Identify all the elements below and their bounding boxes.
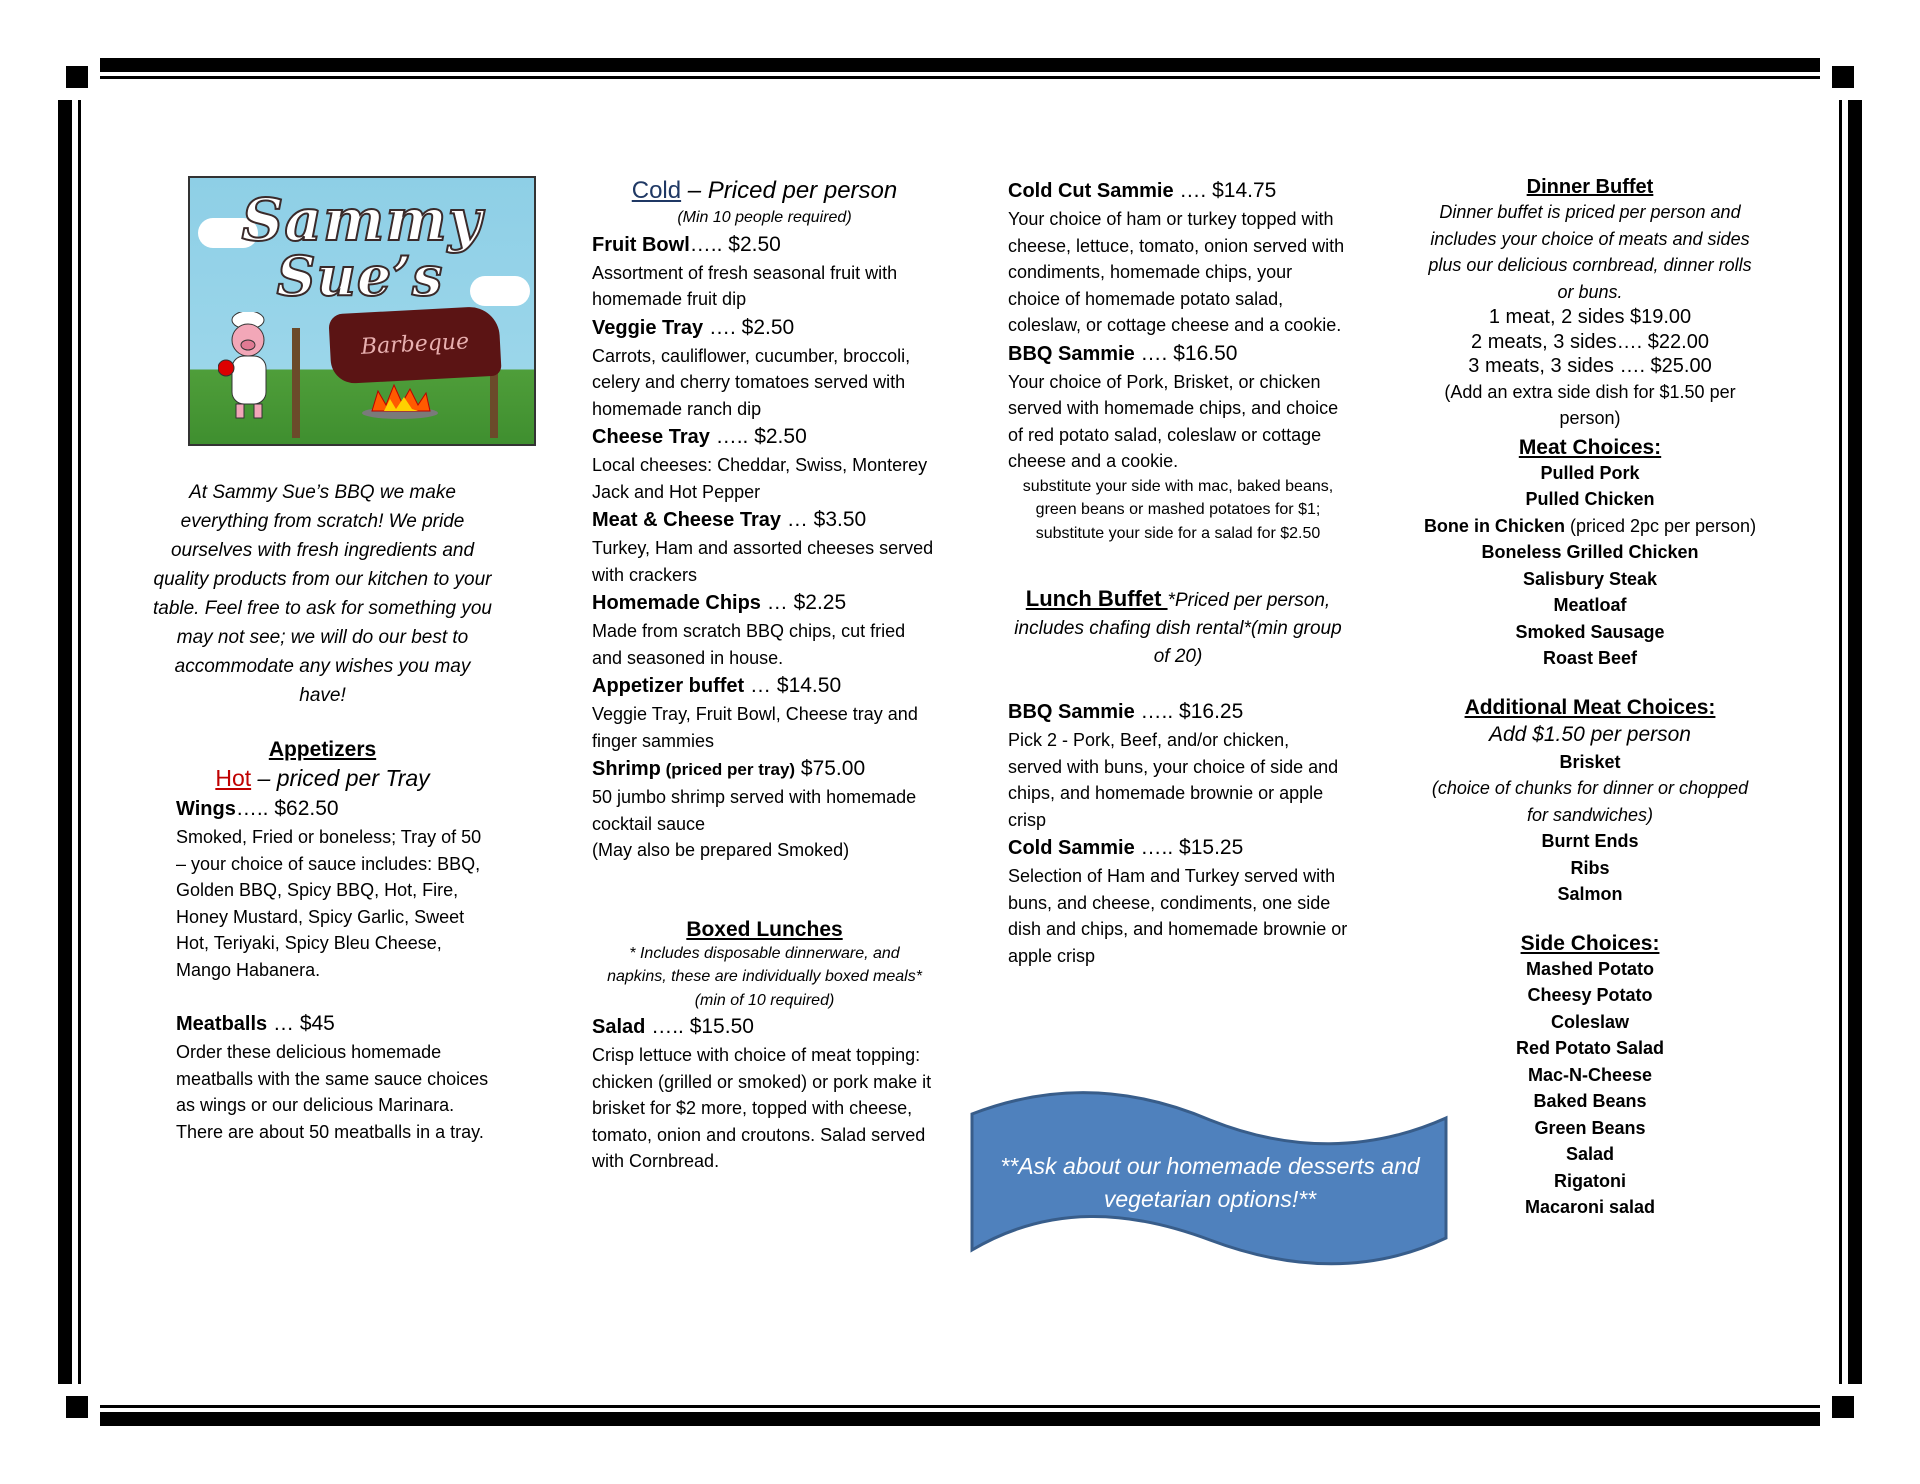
item-description: Pick 2 - Pork, Beef, and/or chicken, served with buns, your choice of side and chips, and homemade brownie or apple crisp: [1008, 730, 1339, 830]
item-name: BBQ Sammie: [1008, 342, 1135, 365]
item-description: Your choice of ham or turkey topped with cheese, lettuce, tomato, onion served with condiments, homemade chips, your choice of homemade potato salad, coleslaw, or cottage cheese and a cookie.: [1008, 209, 1345, 335]
item-name: Cheese Tray: [592, 426, 710, 448]
side-choice: Mac-N-Cheese: [1527, 1064, 1653, 1085]
meat-choice: Roast Beef: [1542, 648, 1638, 668]
item-price: ….. $16.25: [1134, 700, 1244, 723]
item-price: … $45: [267, 1012, 335, 1035]
additional-meat-brisket: Brisket: [1559, 751, 1621, 772]
dinner-buffet-heading: Dinner Buffet: [1526, 176, 1654, 198]
additional-meat-choice: Burnt Ends: [1541, 831, 1639, 851]
side-choice: Coleslaw: [1550, 1011, 1630, 1032]
item-price: … $3.50: [780, 508, 867, 531]
meat-choice-bone-in: [1420, 513, 1760, 540]
additional-meat-price: Add $1.50 per person: [1489, 722, 1691, 746]
item-note: (May also be prepared Smoked): [592, 840, 850, 860]
item-description: 50 jumbo shrimp served with homemade cocktail sauce: [592, 787, 917, 834]
item-description: Smoked, Fried or boneless; Tray of 50 – your choice of sauce includes: BBQ, Golden BBQ, Spicy BBQ, Hot, Fire, Honey Mustard, Spicy Garlic, Sweet Hot, Teriyaki, Spicy Bleu Cheese, Mango Habanera.: [176, 827, 482, 980]
corner-ornament: [1820, 1384, 1866, 1430]
meat-choices-list: [1420, 460, 1760, 513]
menu-item-bbq-sammie: [1008, 339, 1348, 369]
fire-icon: [360, 383, 440, 419]
menu-item-shrimp: [592, 754, 937, 784]
lunch-buffet-heading: [1008, 585, 1348, 671]
item-price: …. $14.75: [1173, 179, 1277, 202]
corner-ornament: [54, 1384, 100, 1430]
side-choice: Green Beans: [1534, 1117, 1646, 1138]
item-name: Appetizer buffet: [592, 675, 745, 697]
menu-item-cold-cut-sammie: [1008, 176, 1348, 206]
hot-label: Hot: [215, 765, 252, 791]
dinner-option: 1 meat, 2 sides $19.00: [1488, 306, 1692, 328]
dinner-option: 3 meats, 3 sides …. $25.00: [1468, 355, 1712, 377]
logo-sign: [328, 306, 501, 385]
cold-heading: [592, 176, 937, 206]
item-description: Carrots, cauliflower, cucumber, broccoli, celery and cherry tomatoes served with homemade ranch dip: [592, 345, 911, 419]
side-choice: Red Potato Salad: [1515, 1038, 1665, 1058]
item-name: Meatballs: [176, 1013, 268, 1035]
additional-meat-list: [1420, 828, 1760, 908]
desserts-banner-text: **Ask about our homemade desserts and vegetarian options!**: [1000, 1153, 1420, 1212]
item-price: … $2.25: [760, 591, 847, 614]
hot-note: – priced per Tray: [251, 765, 430, 791]
item-name: Salad: [592, 1016, 646, 1038]
logo-text-line2: Sue’s: [276, 244, 444, 308]
intro-text: At Sammy Sue’s BBQ we make everything from scratch! We pride ourselves with fresh ingredients and quality products from our kitchen to your table. Feel free to ask for something you may not see; we will do our best to accommodate any wishes you may have!: [152, 482, 492, 706]
item-description: Crisp lettuce with choice of meat topping: chicken (grilled or smoked) or pork make it brisket for $2 more, topped with cheese, tomato, onion and croutons. Salad served with Cornbread.: [592, 1045, 932, 1171]
dinner-option: 2 meats, 3 sides…. $22.00: [1471, 330, 1709, 353]
item-description: Assortment of fresh seasonal fruit with homemade fruit dip: [592, 262, 898, 309]
dinner-buffet-description: Dinner buffet is priced per person and includes your choice of meats and sides plus our delicious cornbread, dinner rolls or buns.: [1428, 202, 1752, 302]
menu-item-cold: [592, 313, 937, 343]
corner-ornament: [54, 54, 100, 100]
additional-meat-choice: Ribs: [1570, 857, 1610, 878]
cold-min-note: (Min 10 people required): [677, 209, 852, 226]
meat-choices-heading: Meat Choices:: [1518, 435, 1662, 459]
item-description: Selection of Ham and Turkey served with buns, and cheese, condiments, one side dish and chips, and homemade brownie or apple crisp: [1008, 866, 1348, 966]
column-intro: [150, 176, 495, 1145]
item-name: Homemade Chips: [592, 592, 761, 614]
item-price: …. $2.50: [703, 315, 795, 339]
corner-ornament: [1820, 54, 1866, 100]
side-choices-heading: Side Choices:: [1520, 931, 1660, 955]
side-choices-list: [1420, 956, 1760, 1221]
menu-item-cold: [592, 422, 937, 452]
hot-subheading: [150, 762, 495, 794]
menu-item-cold-sammie-buffet: [1008, 833, 1348, 863]
item-price: $75.00: [795, 757, 866, 780]
side-choice: Salad: [1565, 1144, 1615, 1164]
substitution-note: substitute your side with mac, baked beans, green beans or mashed potatoes for $1; substitute your side for a salad for $2.50: [1022, 477, 1334, 542]
column-dinner: [1420, 176, 1760, 1221]
column-sammies: [1008, 176, 1348, 969]
restaurant-logo: [188, 176, 536, 446]
meat-choices-list: [1420, 539, 1760, 672]
item-price: … $14.50: [744, 674, 842, 697]
item-description: Made from scratch BBQ chips, cut fried and seasoned in house.: [592, 621, 906, 668]
lunch-buffet-note: *Priced per person, includes chafing dish rental*(min group of 20): [1014, 590, 1342, 667]
meat-choice: Salisbury Steak: [1522, 568, 1658, 589]
side-choice: Rigatoni: [1554, 1170, 1626, 1191]
item-price: ….. $15.25: [1134, 836, 1244, 859]
additional-meat-heading: Additional Meat Choices:: [1464, 695, 1716, 719]
item-name: Cold Cut Sammie: [1008, 180, 1174, 202]
item-name: Meat & Cheese Tray: [592, 509, 781, 531]
item-name: Wings: [176, 798, 236, 820]
side-choice: Cheesy Potato: [1527, 985, 1653, 1005]
item-price: …. $16.50: [1134, 341, 1238, 365]
lunch-buffet-title: Lunch Buffet: [1025, 586, 1168, 611]
item-price: ….. $2.50: [709, 425, 807, 448]
item-description: Local cheeses: Cheddar, Swiss, Monterey Jack and Hot Pepper: [592, 455, 928, 502]
menu-item-cold: [592, 505, 937, 535]
item-name: Shrimp: [592, 758, 661, 780]
menu-item-bbq-sammie-buffet: [1008, 697, 1348, 727]
meat-choice: Pulled Pork: [1540, 462, 1640, 483]
logo-text-line1: Sammy: [241, 186, 483, 254]
meat-choice: Pulled Chicken: [1525, 489, 1655, 509]
meat-choice: Meatloaf: [1553, 595, 1627, 615]
meat-choice: Boneless Grilled Chicken: [1481, 542, 1699, 562]
menu-item-cold: [592, 588, 937, 618]
item-description: Turkey, Ham and assorted cheeses served with crackers: [592, 538, 934, 585]
menu-item-salad: [592, 1012, 937, 1042]
side-choice: Macaroni salad: [1524, 1197, 1656, 1217]
item-description: Order these delicious homemade meatballs with the same sauce choices as wings or our delicious Marinara. There are about 50 meatballs in a tray.: [176, 1042, 489, 1142]
item-price: ….. $2.50: [689, 232, 781, 256]
cold-items-list: [592, 230, 937, 755]
item-name: Fruit Bowl: [592, 233, 690, 256]
cold-label: Cold: [631, 177, 682, 204]
item-name: Cold Sammie: [1008, 837, 1135, 859]
side-choice: Mashed Potato: [1525, 958, 1654, 979]
brisket-note: (choice of chunks for dinner or chopped for sandwiches): [1431, 778, 1749, 825]
menu-item-cold: [592, 230, 937, 260]
item-description: Your choice of Pork, Brisket, or chicken served with homemade chips, and choice of red potato salad, coleslaw or cottage cheese and a cookie.: [1008, 371, 1339, 471]
item-note: (priced 2pc per person): [1564, 515, 1757, 536]
item-price: ….. $15.50: [645, 1015, 754, 1038]
item-name: Veggie Tray: [592, 316, 704, 339]
logo-sign-text: Barbeque: [360, 329, 470, 360]
boxed-lunches-heading: Boxed Lunches: [686, 917, 843, 941]
boxed-lunches-note: * Includes disposable dinnerware, and napkins, these are individually boxed meals* (min of 10 required): [607, 944, 922, 1009]
menu-item-meatballs: [176, 1009, 495, 1039]
side-choice: Baked Beans: [1533, 1091, 1647, 1111]
item-description: Veggie Tray, Fruit Bowl, Cheese tray and finger sammies: [592, 704, 918, 751]
cold-note: – Priced per person: [681, 177, 898, 204]
dinner-options-list: [1420, 305, 1760, 379]
item-name: BBQ Sammie: [1008, 701, 1135, 723]
item-qualifier: (priced per tray): [660, 760, 796, 779]
item-price: ….. $62.50: [235, 797, 339, 820]
appetizers-heading: Appetizers: [268, 738, 377, 761]
additional-meat-choice: Salmon: [1557, 884, 1623, 904]
pig-chef-icon: [218, 312, 298, 422]
item-name: Bone in Chicken: [1423, 515, 1565, 536]
menu-item-cold: [592, 671, 937, 701]
column-cold: [592, 176, 937, 1175]
extra-side-note: (Add an extra side dish for $1.50 per person): [1444, 381, 1736, 428]
menu-item-wings: [176, 794, 495, 824]
meat-choice: Smoked Sausage: [1515, 621, 1665, 642]
